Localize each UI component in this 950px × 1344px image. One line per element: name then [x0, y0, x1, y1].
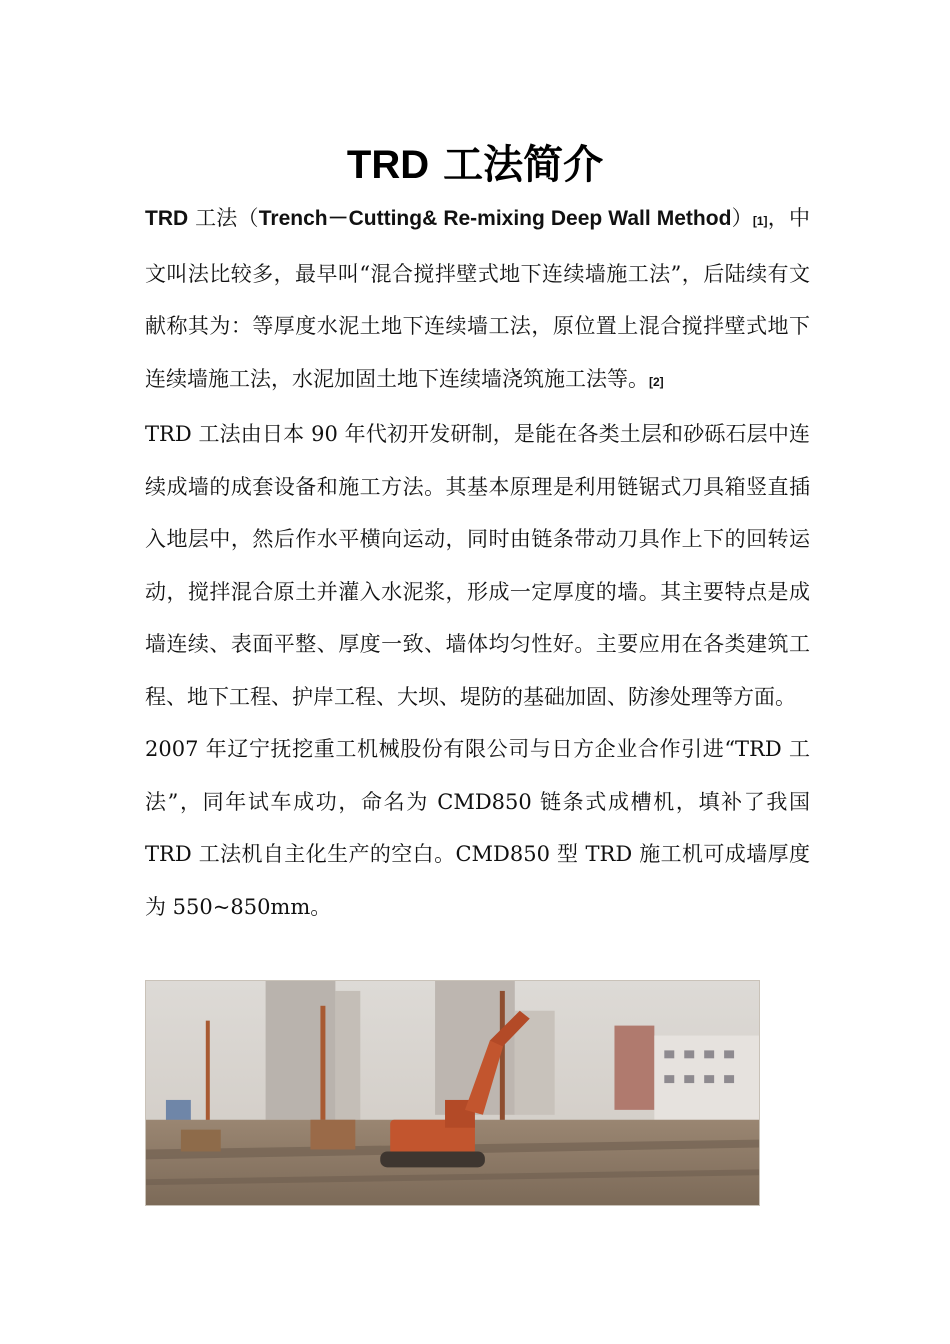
- definition-lead: TRD: [145, 207, 189, 230]
- construction-site-illustration: [146, 981, 759, 1205]
- construction-site-photo: [145, 980, 760, 1206]
- title-latin: TRD: [346, 142, 430, 187]
- title-chinese: 工法简介: [429, 140, 604, 188]
- paren-close: ）: [731, 206, 753, 230]
- history-text: 2007 年辽宁抚挖重工机械股份有限公司与日方企业合作引进“TRD 工法”，同年试车成功，命名为 CMD850 链条式成槽机，填补了我国 TRD 工法机自主化生产的空白。CMD850 型 TRD 施工机可成墙厚度为 550~850mm。: [145, 737, 810, 919]
- paragraph-definition: [145, 192, 810, 408]
- document-body: [145, 192, 810, 933]
- citation-ref-2: [2]: [649, 374, 664, 389]
- definition-lead-cn: 工法（: [188, 206, 259, 230]
- method-name: Trench－Cutting& Re-mixing Deep Wall Method: [258, 207, 732, 230]
- paragraph-principle: [145, 408, 810, 723]
- citation-ref-1: [1]: [752, 214, 768, 228]
- paragraph-history: [145, 723, 810, 933]
- principle-text: TRD 工法由日本 90 年代初开发研制，是能在各类土层和砂砾石层中连续成墙的成套设备和施工方法。其基本原理是利用链锯式刀具箱竖直插入地层中，然后作水平横向运动，同时由链条带动刀具作上下的回转运动，搅拌混合原土并灌入水泥浆，形成一定厚度的墙。其主要特点是成墙连续、表面平整、厚度一致、墙体均匀性好。主要应用在各类建筑工程、地下工程、护岸工程、大坝、堤防的基础加固、防渗处理等方面。: [145, 422, 810, 709]
- document-title: [0, 137, 950, 193]
- definition-text: ，中文叫法比较多，最早叫“混合搅拌壁式地下连续墙施工法”，后陆续有文献称其为：等厚度水泥土地下连续墙工法，原位置上混合搅拌壁式地下连续墙施工法，水泥加固土地下连续墙浇筑施工法等。: [145, 206, 811, 391]
